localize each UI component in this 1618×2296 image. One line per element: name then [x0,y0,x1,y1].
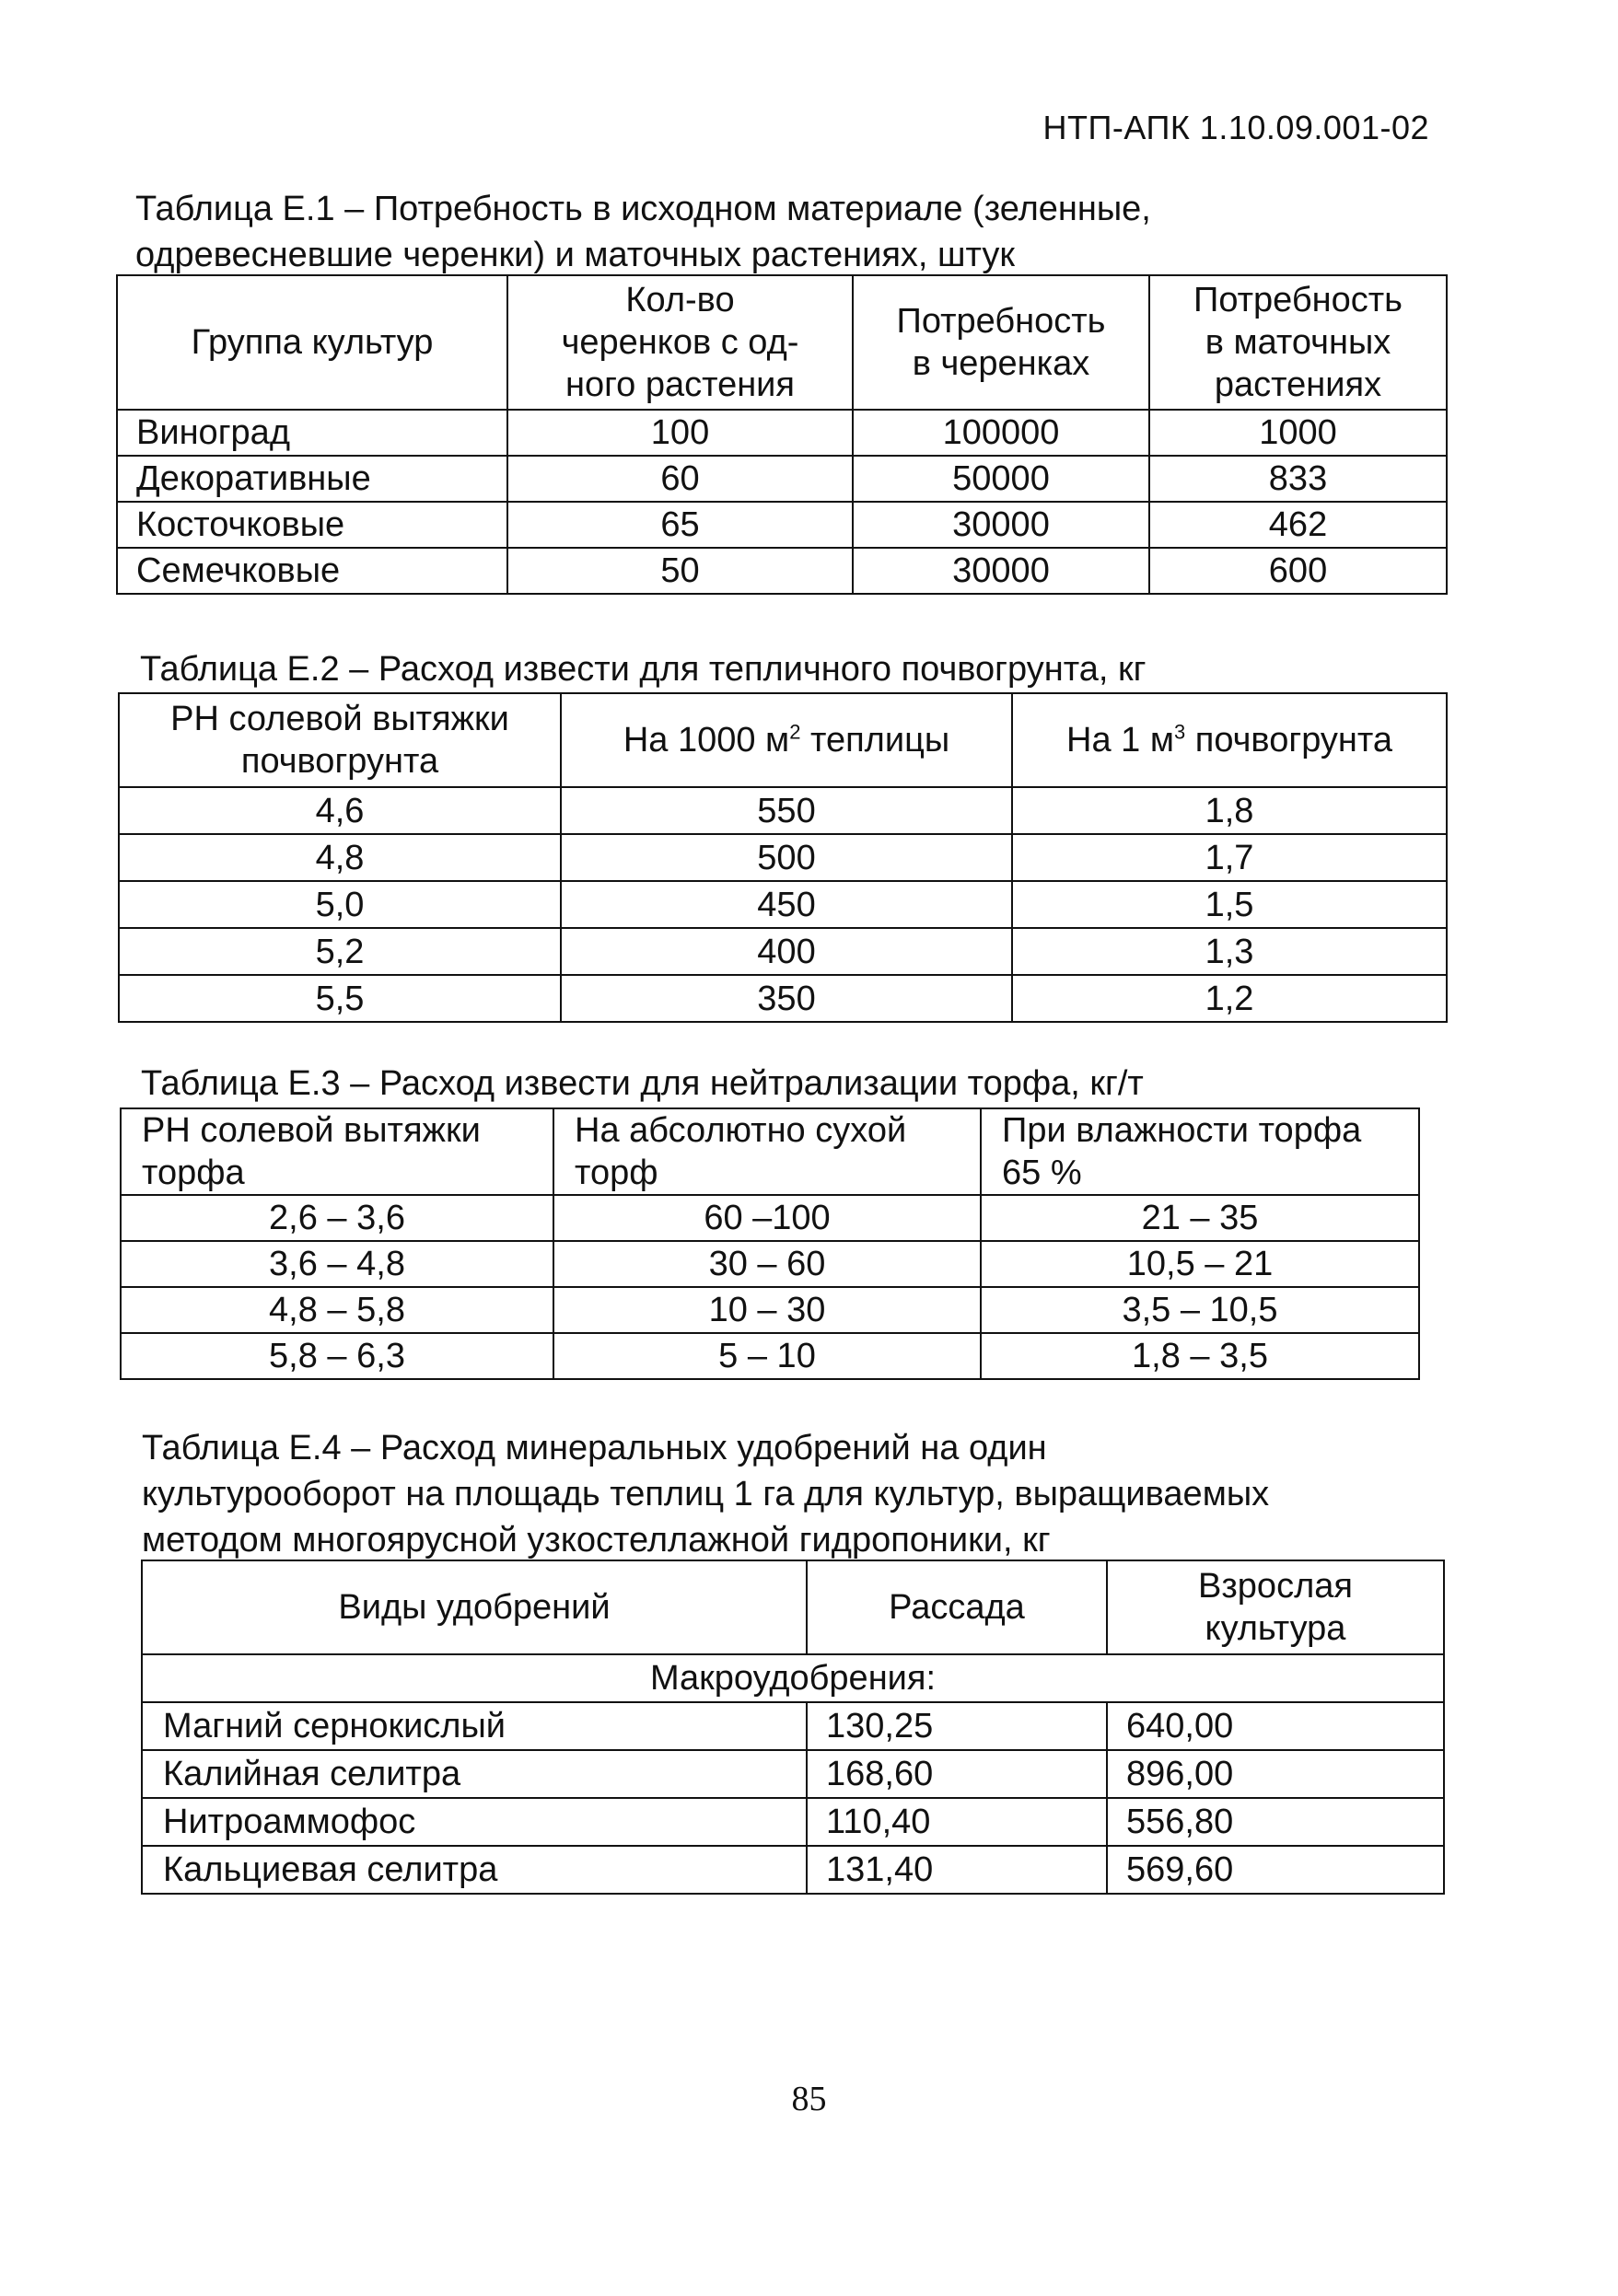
table1-cell: Косточковые [117,502,507,548]
table1-cell: 833 [1149,456,1447,502]
table1-cell: 30000 [853,502,1149,548]
table4-cell: Кальциевая селитра [142,1846,807,1894]
table1-cell: 100000 [853,410,1149,456]
table3-cell: 21 – 35 [981,1195,1419,1241]
table3-cell: 10 – 30 [553,1287,981,1333]
table1-cell: Виноград [117,410,507,456]
table4-section-row: Макроудобрения: [142,1654,1444,1702]
table1-cell: 1000 [1149,410,1447,456]
table3-cell: 2,6 – 3,6 [121,1195,553,1241]
table1-header: Группа культур [117,275,507,410]
table3-cell: 5,8 – 6,3 [121,1333,553,1379]
table-row [121,1195,1419,1241]
table3-cell: 4,8 – 5,8 [121,1287,553,1333]
table4-cell: 896,00 [1107,1750,1444,1798]
table-row [119,834,1447,881]
table-row [142,1702,1444,1750]
table3-caption: Таблица Е.3 – Расход извести для нейтрализации торфа, кг/т [141,1064,1144,1103]
table2-cell: 4,6 [119,787,561,834]
table-row [117,456,1447,502]
table1-cell: 462 [1149,502,1447,548]
table3-cell: 60 –100 [553,1195,981,1241]
table1 [116,274,1448,595]
table-row [142,1846,1444,1894]
table2-cell: 1,2 [1012,975,1447,1022]
table-row [142,1654,1444,1702]
table2-header: PH солевой вытяжки почвогрунта [119,693,561,787]
table4-header: Виды удобрений [142,1560,807,1654]
table4-header: Взрослая культура [1107,1560,1444,1654]
table4-cell: 131,40 [807,1846,1107,1894]
table3 [120,1107,1420,1380]
table3-cell: 3,5 – 10,5 [981,1287,1419,1333]
table-row [119,787,1447,834]
table-row [119,881,1447,928]
table3-cell: 1,8 – 3,5 [981,1333,1419,1379]
table4-cell: Магний сернокислый [142,1702,807,1750]
table2-cell: 500 [561,834,1012,881]
table4-cell: Калийная селитра [142,1750,807,1798]
table4-cell: 110,40 [807,1798,1107,1846]
table-row [121,1333,1419,1379]
table-row [142,1750,1444,1798]
table2 [118,692,1448,1023]
table-row [119,975,1447,1022]
table2-cell: 1,7 [1012,834,1447,881]
table-row [117,410,1447,456]
table1-header: Потребность в маточных растениях [1149,275,1447,410]
table2-header: На 1000 $м^2$ теплицы [561,693,1012,787]
table3-header: PH солевой вытяжки торфа [121,1108,553,1195]
table4-cell: 168,60 [807,1750,1107,1798]
table1-cell: Декоративные [117,456,507,502]
table3-cell: 3,6 – 4,8 [121,1241,553,1287]
table1-cell: 50000 [853,456,1149,502]
document-code: НТП-АПК 1.10.09.001-02 [1042,109,1429,146]
table1-cell: 65 [507,502,853,548]
table-row [119,928,1447,975]
table-row [121,1241,1419,1287]
table4-caption: Таблица Е.4 – Расход минеральных удобрений на один культурооборот на площадь теплиц 1 га для культур, выращиваемых методом многоярусной узкостеллажной гидропоники, кг [142,1429,1270,1560]
table2-caption: Таблица Е.2 – Расход извести для тепличного почвогрунта, кг [140,650,1147,689]
table1-header: Потребность в черенках [853,275,1149,410]
table2-cell: 1,8 [1012,787,1447,834]
page-number: 85 [791,2080,827,2118]
table2-cell: 5,2 [119,928,561,975]
table1-cell: 100 [507,410,853,456]
table4-cell: 569,60 [1107,1846,1444,1894]
table1-header: Кол-во черенков с од- ного растения [507,275,853,410]
table-row [117,548,1447,594]
table2-cell: 400 [561,928,1012,975]
table4-header: Рассада [807,1560,1107,1654]
table2-cell: 1,3 [1012,928,1447,975]
table1-cell: 600 [1149,548,1447,594]
table4-cell: 130,25 [807,1702,1107,1750]
table2-cell: 450 [561,881,1012,928]
table1-cell: 60 [507,456,853,502]
table2-cell: 550 [561,787,1012,834]
table2-cell: 1,5 [1012,881,1447,928]
table2-cell: 5,0 [119,881,561,928]
table2-cell: 5,5 [119,975,561,1022]
table3-cell: 10,5 – 21 [981,1241,1419,1287]
table4 [141,1560,1445,1895]
table1-caption: Таблица Е.1 – Потребность в исходном материале (зеленные, одревесневшие черенки) и маточных растениях, штук [135,190,1151,274]
table-row [142,1798,1444,1846]
table-row [121,1287,1419,1333]
table3-header: При влажности торфа 65 % [981,1108,1419,1195]
table1-cell: Семечковые [117,548,507,594]
table4-cell: 556,80 [1107,1798,1444,1846]
table1-cell: 50 [507,548,853,594]
table2-cell: 4,8 [119,834,561,881]
table4-cell: Нитроаммофос [142,1798,807,1846]
table3-cell: 30 – 60 [553,1241,981,1287]
table-row [117,502,1447,548]
table2-cell: 350 [561,975,1012,1022]
table1-cell: 30000 [853,548,1149,594]
table3-cell: 5 – 10 [553,1333,981,1379]
table2-header: На 1 $м^3$ почвогрунта [1012,693,1447,787]
table3-header: На абсолютно сухой торф [553,1108,981,1195]
table4-cell: 640,00 [1107,1702,1444,1750]
